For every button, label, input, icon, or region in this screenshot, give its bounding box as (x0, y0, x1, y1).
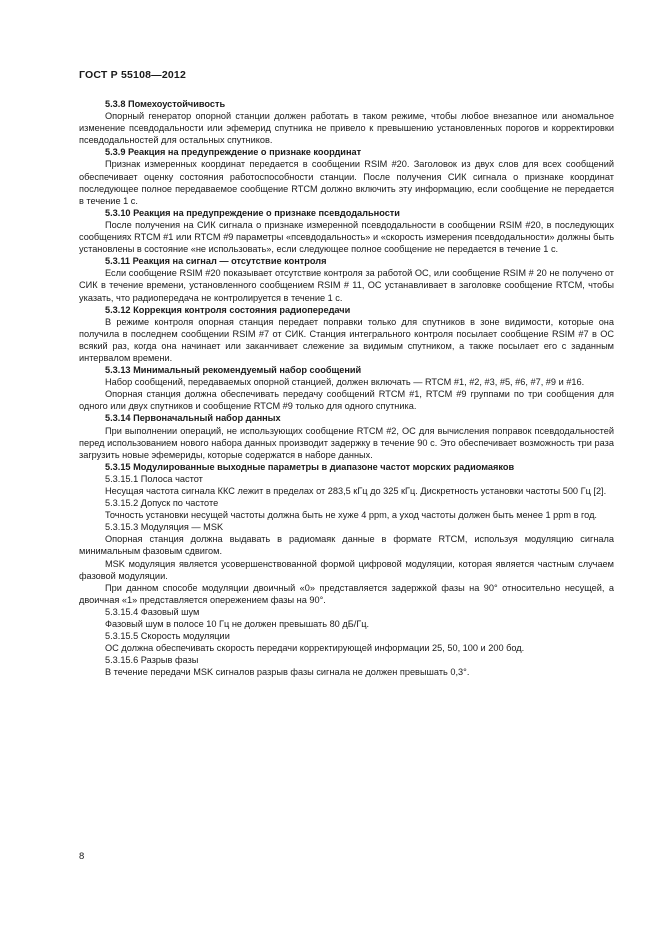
section-heading: 5.3.10 Реакция на предупреждение о признаке псевдодальности (105, 207, 400, 218)
paragraph: Фазовый шум в полосе 10 Гц не должен превышать 80 дБ/Гц. (105, 619, 370, 630)
subsection-heading: 5.3.15.5 Скорость модуляции (105, 631, 230, 642)
section-heading: 5.3.13 Минимальный рекомендуемый набор сообщений (105, 365, 362, 376)
paragraph: В течение передачи MSK сигналов разрыв фазы сигнала не должен превышать 0,3°. (105, 667, 470, 678)
paragraph: Несущая частота сигнала ККС лежит в пределах от 283,5 кГц до 325 кГц. Дискретность установки частоты 500 Гц [2]. (105, 486, 607, 496)
paragraph: При данном способе модуляции двоичный «0» представляется задержкой фазы на 90° относительно несущей, а двоичная «1» представляется опережением фазы на 90°. (79, 582, 614, 605)
subsection-heading: 5.3.15.6 Разрыв фазы (105, 655, 199, 666)
paragraph: Признак измеренных координат передается в сообщении RSIM #20. Заголовок из двух слов для всех сообщений обеспечивает оценку состояния работоспособности станции. После получения СИК сигнала о признаке координат последующее полное передаваемое сообщение RTCM должно включить эту информацию, если сообщение не передается в течение 1 с. (79, 159, 614, 206)
section-heading: 5.3.15 Модулированные выходные параметры в диапазоне частот морских радиомаяков (105, 461, 515, 472)
subsection-heading: 5.3.15.1 Полоса частот (105, 473, 203, 484)
document-body (79, 98, 614, 679)
document-header: ГОСТ Р 55108—2012 (79, 69, 187, 81)
paragraph: Опорная станция должна выдавать в радиомаяк данные в формате RTCM, используя модуляцию сигнала минимальным фазовым сдвигом. (79, 534, 614, 557)
subsection-heading: 5.3.15.3 Модуляция — MSK (105, 522, 224, 533)
section-heading: 5.3.12 Коррекция контроля состояния радиопередачи (105, 304, 351, 315)
paragraph: ОС должна обеспечивать скорость передачи корректирующей информации 25, 50, 100 и 200 бод. (105, 643, 525, 654)
paragraph: При выполнении операций, не использующих сообщение RTCM #2, ОС для вычисления поправок псевдодальностей перед использованием нового набора данных производит задержку в течение 90 с. Это обеспечивает возможность три раза загрузить новые эфемериды, которые содержатся в наборе данных. (79, 425, 614, 460)
paragraph: После получения на СИК сигнала о признаке измеренной псевдодальности в сообщении RSIM #20, в последующих сообщениях RTCM #1 или RTCM #9 параметры «псевдодальность» и «скорость измерения псевдодальности» должны быть установлены в состояние «не использовать», если следующее полное сообщение не передается в течение 1 с. (79, 219, 614, 255)
section-heading: 5.3.8 Помехоустойчивость (105, 99, 226, 109)
paragraph: Опорный генератор опорной станции должен работать в таком режиме, чтобы любое внезапное или аномальное изменение псевдодальности или эфемерид спутника не привело к превышению установленных порогов и корректировки псевдодальностей для остальных спутников. (79, 111, 614, 146)
paragraph: Набор сообщений, передаваемых опорной станцией, должен включать — RTCM #1, #2, #3, #5, #6, #7, #9 и #16. (105, 377, 585, 388)
paragraph: MSK модуляция является усовершенствованной формой цифровой модуляции, которая является частным случаем фазовой модуляции. (79, 558, 614, 581)
section-heading: 5.3.14 Первоначальный набор данных (105, 413, 281, 424)
section-heading: 5.3.9 Реакция на предупреждение о признаке координат (105, 147, 362, 158)
paragraph: В режиме контроля опорная станция передает поправки только для спутников в зоне видимости, которые она получила в последнем сообщении RSIM #7 от СИК. Станция интегрального контроля посылает сообщение RSIM #7 в ОС всякий раз, когда она начинает или заканчивает слежение за видимым спутником, а также посылает его с заданным интервалом времени. (79, 316, 614, 363)
section-heading: 5.3.11 Реакция на сигнал — отсутствие контроля (105, 256, 327, 267)
subsection-heading: 5.3.15.4 Фазовый шум (105, 606, 200, 617)
paragraph: Опорная станция должна обеспечивать передачу сообщений RTCM #1, RTCM #9 группами по три сообщения для одного или двух спутников и сообщение RTCM #9 только для одного спутника. (79, 389, 614, 412)
subsection-heading: 5.3.15.2 Допуск по частоте (105, 498, 219, 509)
paragraph: Если сообщение RSIM #20 показывает отсутствие контроля за работой ОС, или сообщение RSIM # 20 не получено от СИК в течение времени, установленного сообщением RSIM # 11, ОС устанавливает в заголовке сообщение RTCM, чтобы указать, что радиопередача не контролируется в течение 1 с. (79, 268, 614, 303)
page-number: 8 (79, 851, 85, 862)
paragraph: Точность установки несущей частоты должна быть не хуже 4 ppm, а уход частоты должен быть менее 1 ppm в год. (105, 510, 597, 521)
